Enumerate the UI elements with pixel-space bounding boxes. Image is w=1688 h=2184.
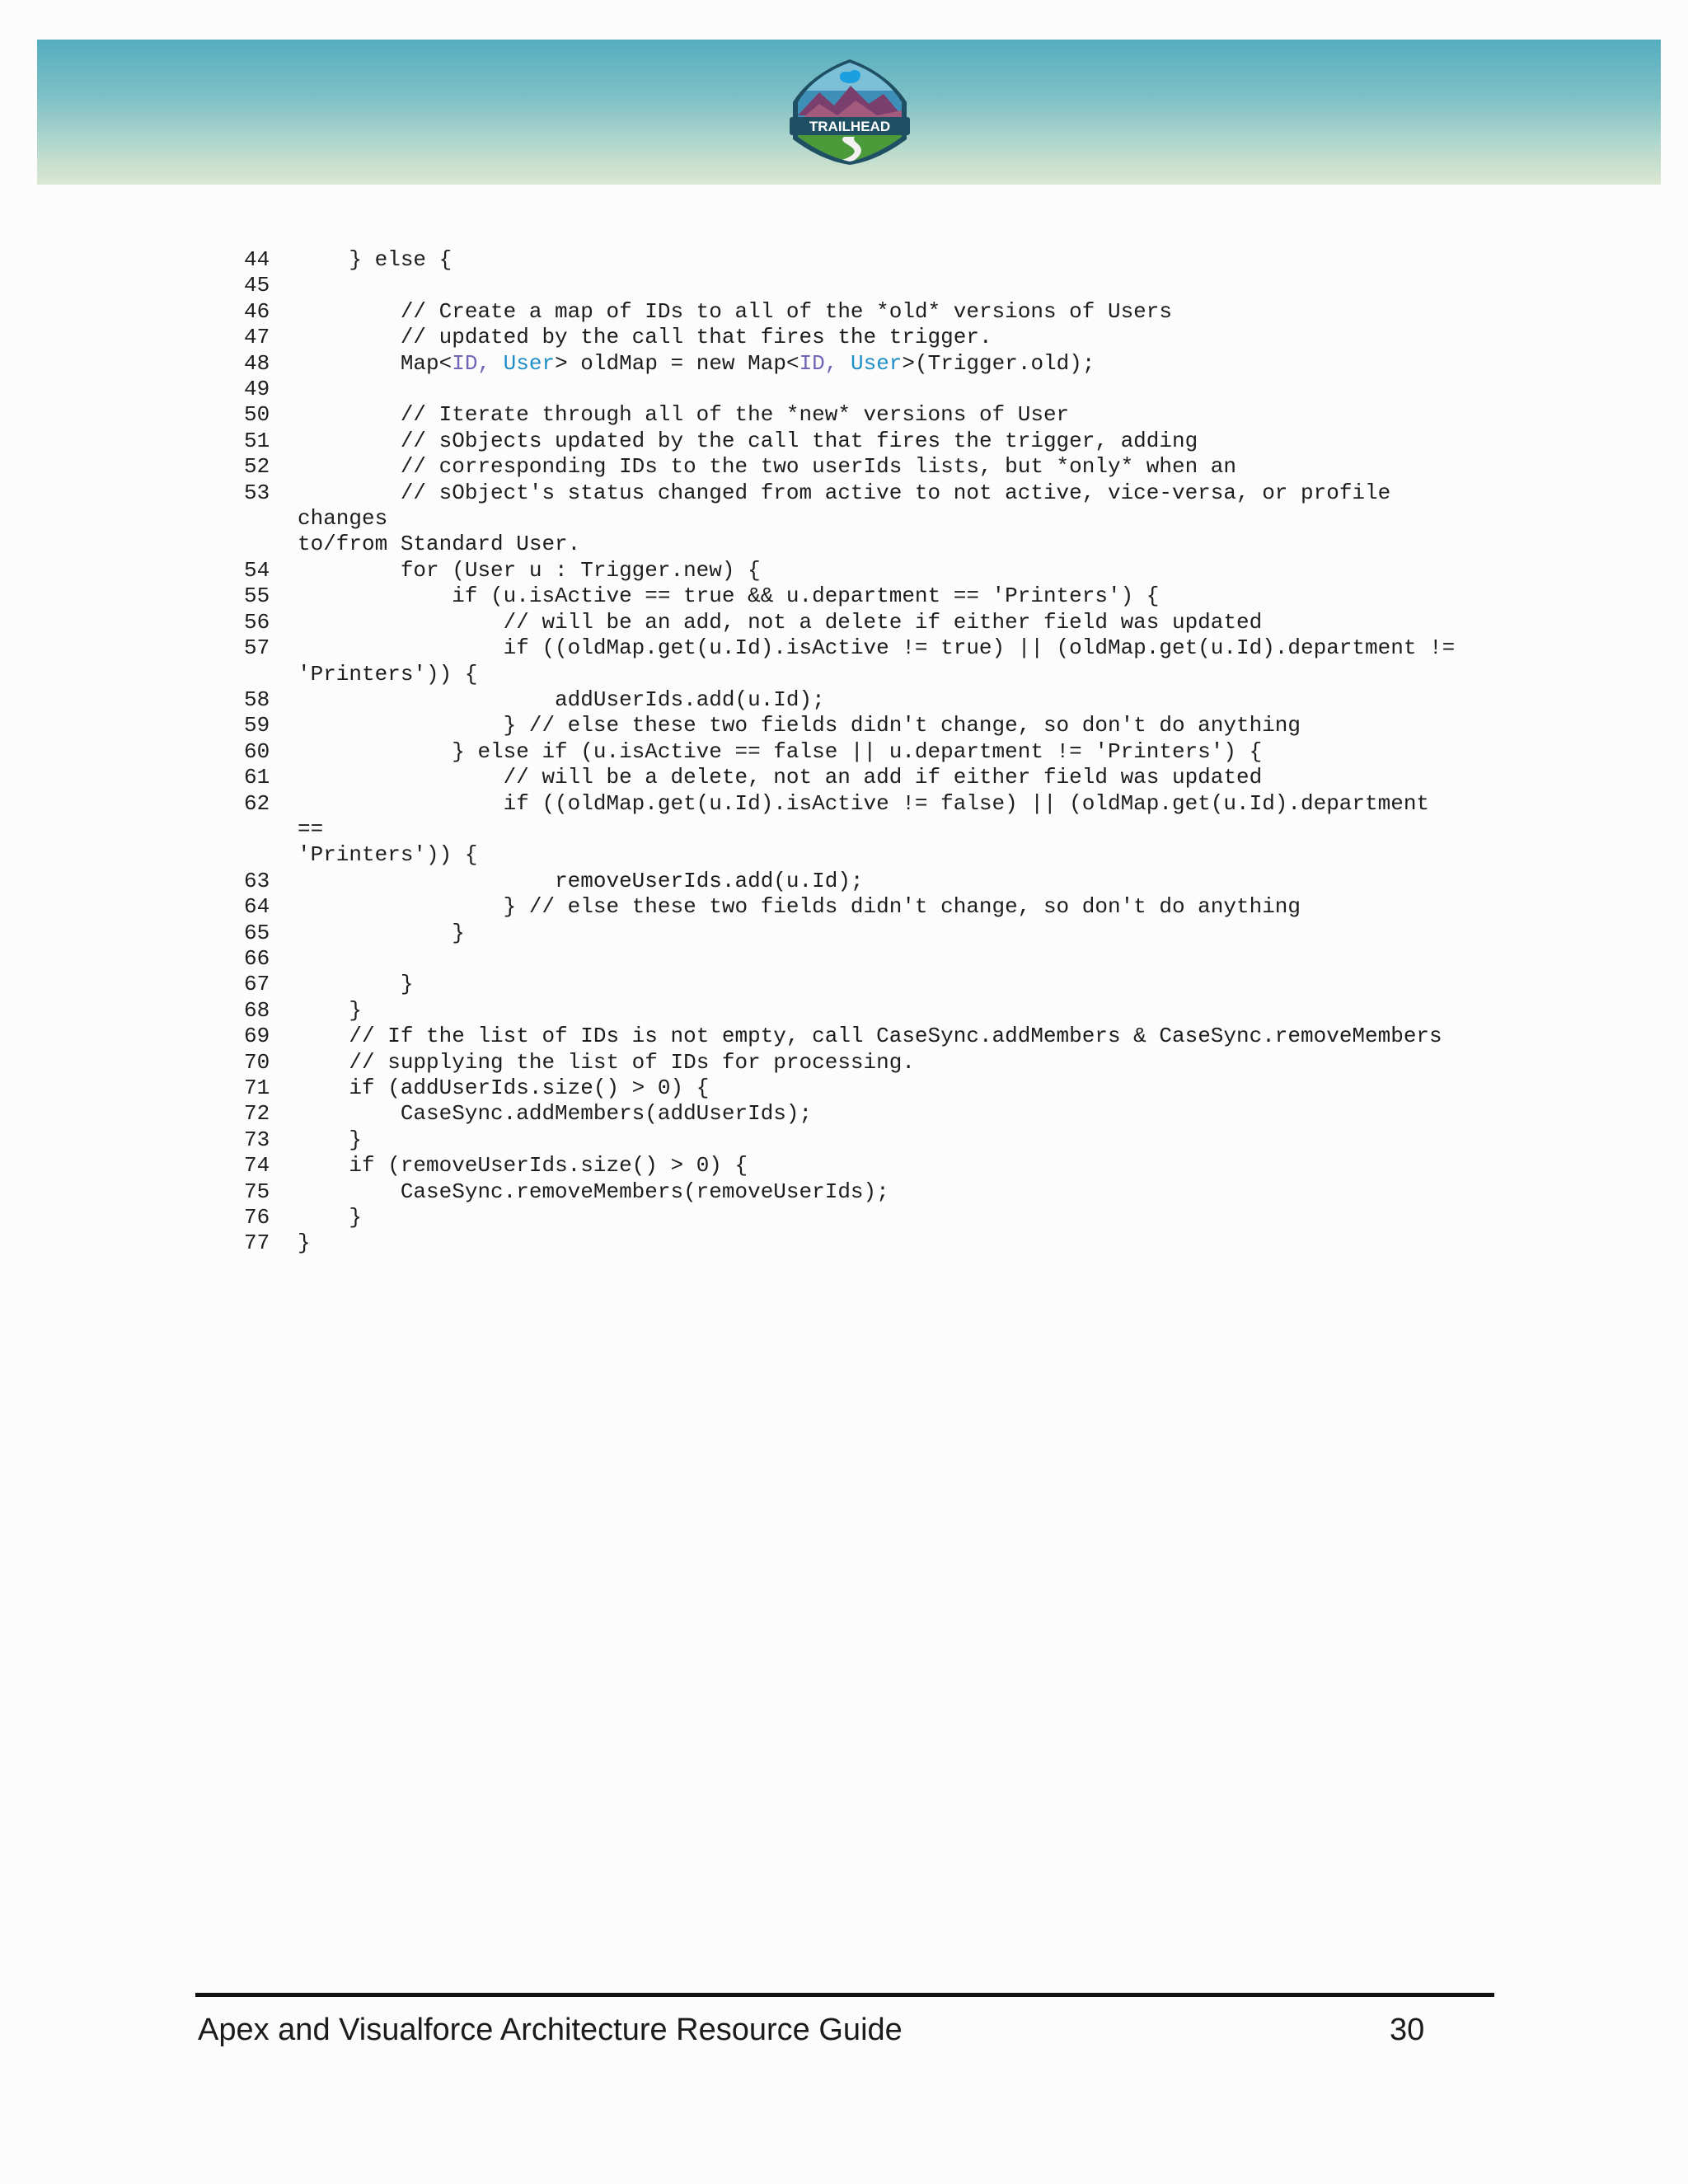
code-line xyxy=(244,583,1464,609)
code-line xyxy=(244,791,1464,843)
code-text: } // else these two fields didn't change, so don't do anything xyxy=(298,894,1301,920)
code-line xyxy=(244,972,1464,997)
line-number: 56 xyxy=(244,609,270,635)
code-line xyxy=(244,1050,1464,1076)
line-number: 55 xyxy=(244,583,270,609)
code-text: // Iterate through all of the *new* versions of User xyxy=(298,402,1070,428)
code-text: // will be a delete, not an add if either field was updated xyxy=(298,765,1263,790)
code-text: if ((oldMap.get(u.Id).isActive != true) || (oldMap.get(u.Id).department != xyxy=(298,635,1456,661)
line-number: 70 xyxy=(244,1049,270,1075)
line-number: 44 xyxy=(244,247,270,272)
code-text: addUserIds.add(u.Id); xyxy=(298,687,825,712)
line-number: 60 xyxy=(244,738,270,764)
code-line xyxy=(244,1205,1464,1230)
code-line xyxy=(244,610,1464,635)
code-line xyxy=(244,635,1464,661)
code-line xyxy=(244,377,1464,402)
code-text: } xyxy=(298,1127,363,1152)
line-number: 66 xyxy=(244,945,270,971)
line-number: 52 xyxy=(244,454,270,480)
line-number: 51 xyxy=(244,428,270,453)
line-number: 72 xyxy=(244,1101,270,1127)
code-line xyxy=(244,454,1464,480)
code-text: } xyxy=(298,1230,311,1256)
code-text: // will be an add, not a delete if either field was updated xyxy=(298,609,1263,635)
code-text: // If the list of IDs is not empty, call CaseSync.addMembers & CaseSync.removeMembers xyxy=(298,1024,1442,1049)
code-line xyxy=(244,998,1464,1024)
code-line xyxy=(244,429,1464,454)
code-text: removeUserIds.add(u.Id); xyxy=(298,868,864,893)
code-text: } xyxy=(298,997,363,1023)
trailhead-logo-icon xyxy=(786,58,913,165)
code-line xyxy=(244,480,1464,532)
code-text: if (u.isActive == true && u.department == 'Printers') { xyxy=(298,583,1160,609)
line-number: 69 xyxy=(244,1024,270,1049)
code-line xyxy=(244,765,1464,790)
line-number: 46 xyxy=(244,298,270,324)
line-number: 68 xyxy=(244,997,270,1023)
code-text: } else { xyxy=(298,247,452,272)
code-line xyxy=(244,1024,1464,1049)
code-line xyxy=(244,247,1464,273)
line-number: 71 xyxy=(244,1076,270,1100)
line-number: 63 xyxy=(244,868,270,893)
code-text: CaseSync.addMembers(addUserIds); xyxy=(298,1101,813,1127)
line-number: 53 xyxy=(244,480,270,505)
line-number: 77 xyxy=(244,1230,270,1256)
code-text: } else if (u.isActive == false || u.department != 'Printers') { xyxy=(298,738,1263,764)
line-number: 76 xyxy=(244,1205,270,1230)
line-number: 64 xyxy=(244,894,270,920)
code-text: // supplying the list of IDs for processing. xyxy=(298,1049,915,1075)
code-line xyxy=(244,921,1464,946)
code-line-continuation: 'Printers')) { xyxy=(298,661,478,687)
code-line xyxy=(244,1127,1464,1153)
code-line xyxy=(244,351,1464,377)
code-line xyxy=(244,946,1464,972)
code-line xyxy=(244,325,1464,350)
line-number: 75 xyxy=(244,1179,270,1204)
line-number: 65 xyxy=(244,920,270,945)
code-line xyxy=(244,869,1464,894)
code-line xyxy=(244,558,1464,583)
code-text xyxy=(298,273,1464,298)
footer-title: Apex and Visualforce Architecture Resource Guide xyxy=(198,2013,903,2047)
code-text: } xyxy=(298,1205,363,1230)
line-number: 61 xyxy=(244,765,270,790)
line-number: 54 xyxy=(244,557,270,583)
code-listing xyxy=(244,247,1464,1257)
line-number: 74 xyxy=(244,1153,270,1179)
code-text: // Create a map of IDs to all of the *old* versions of Users xyxy=(298,298,1172,324)
code-text: } xyxy=(298,972,414,997)
line-number: 73 xyxy=(244,1127,270,1152)
line-number: 62 xyxy=(244,790,270,816)
line-number: 50 xyxy=(244,402,270,428)
code-line xyxy=(244,402,1464,428)
code-line-continuation: to/from Standard User. xyxy=(298,532,581,557)
code-line xyxy=(244,1230,1464,1256)
code-text: } // else these two fields didn't change, so don't do anything xyxy=(298,713,1301,738)
code-text: CaseSync.removeMembers(removeUserIds); xyxy=(298,1179,889,1204)
line-number: 45 xyxy=(244,273,270,298)
code-text: // sObject's status changed from active to not active, vice-versa, or profile changes xyxy=(298,480,1404,532)
code-line xyxy=(244,273,1464,298)
line-number: 48 xyxy=(244,350,270,376)
code-line xyxy=(244,1076,1464,1101)
code-text: for (User u : Trigger.new) { xyxy=(298,557,761,583)
line-number: 47 xyxy=(244,325,270,350)
code-text: // sObjects updated by the call that fires the trigger, adding xyxy=(298,428,1198,453)
code-line xyxy=(244,1153,1464,1179)
code-line xyxy=(244,1101,1464,1127)
code-text: if (removeUserIds.size() > 0) { xyxy=(298,1153,748,1179)
line-number: 67 xyxy=(244,972,270,997)
code-text: if ((oldMap.get(u.Id).isActive != false) || (oldMap.get(u.Id).department == xyxy=(298,790,1442,841)
code-line xyxy=(244,299,1464,325)
line-number: 59 xyxy=(244,713,270,738)
code-line xyxy=(244,713,1464,738)
logo-text: TRAILHEAD xyxy=(809,119,891,134)
page-number: 30 xyxy=(1390,2013,1425,2047)
code-text: // corresponding IDs to the two userIds lists, but *only* when an xyxy=(298,454,1236,480)
code-line xyxy=(244,894,1464,920)
code-text xyxy=(298,377,1464,402)
line-number: 49 xyxy=(244,377,270,402)
line-number: 57 xyxy=(244,635,270,661)
code-text xyxy=(298,946,1464,972)
code-text: } xyxy=(298,920,465,945)
code-text: // updated by the call that fires the trigger. xyxy=(298,325,992,350)
footer-divider xyxy=(195,1993,1494,1997)
code-text: if (addUserIds.size() > 0) { xyxy=(298,1076,710,1100)
code-line xyxy=(244,739,1464,765)
line-number: 58 xyxy=(244,687,270,712)
code-line xyxy=(244,1179,1464,1205)
code-line-continuation: 'Printers')) { xyxy=(298,842,478,868)
code-line xyxy=(244,687,1464,713)
code-text: Map<ID, User> oldMap = new Map<ID, User>(Trigger.old); xyxy=(298,350,1095,376)
